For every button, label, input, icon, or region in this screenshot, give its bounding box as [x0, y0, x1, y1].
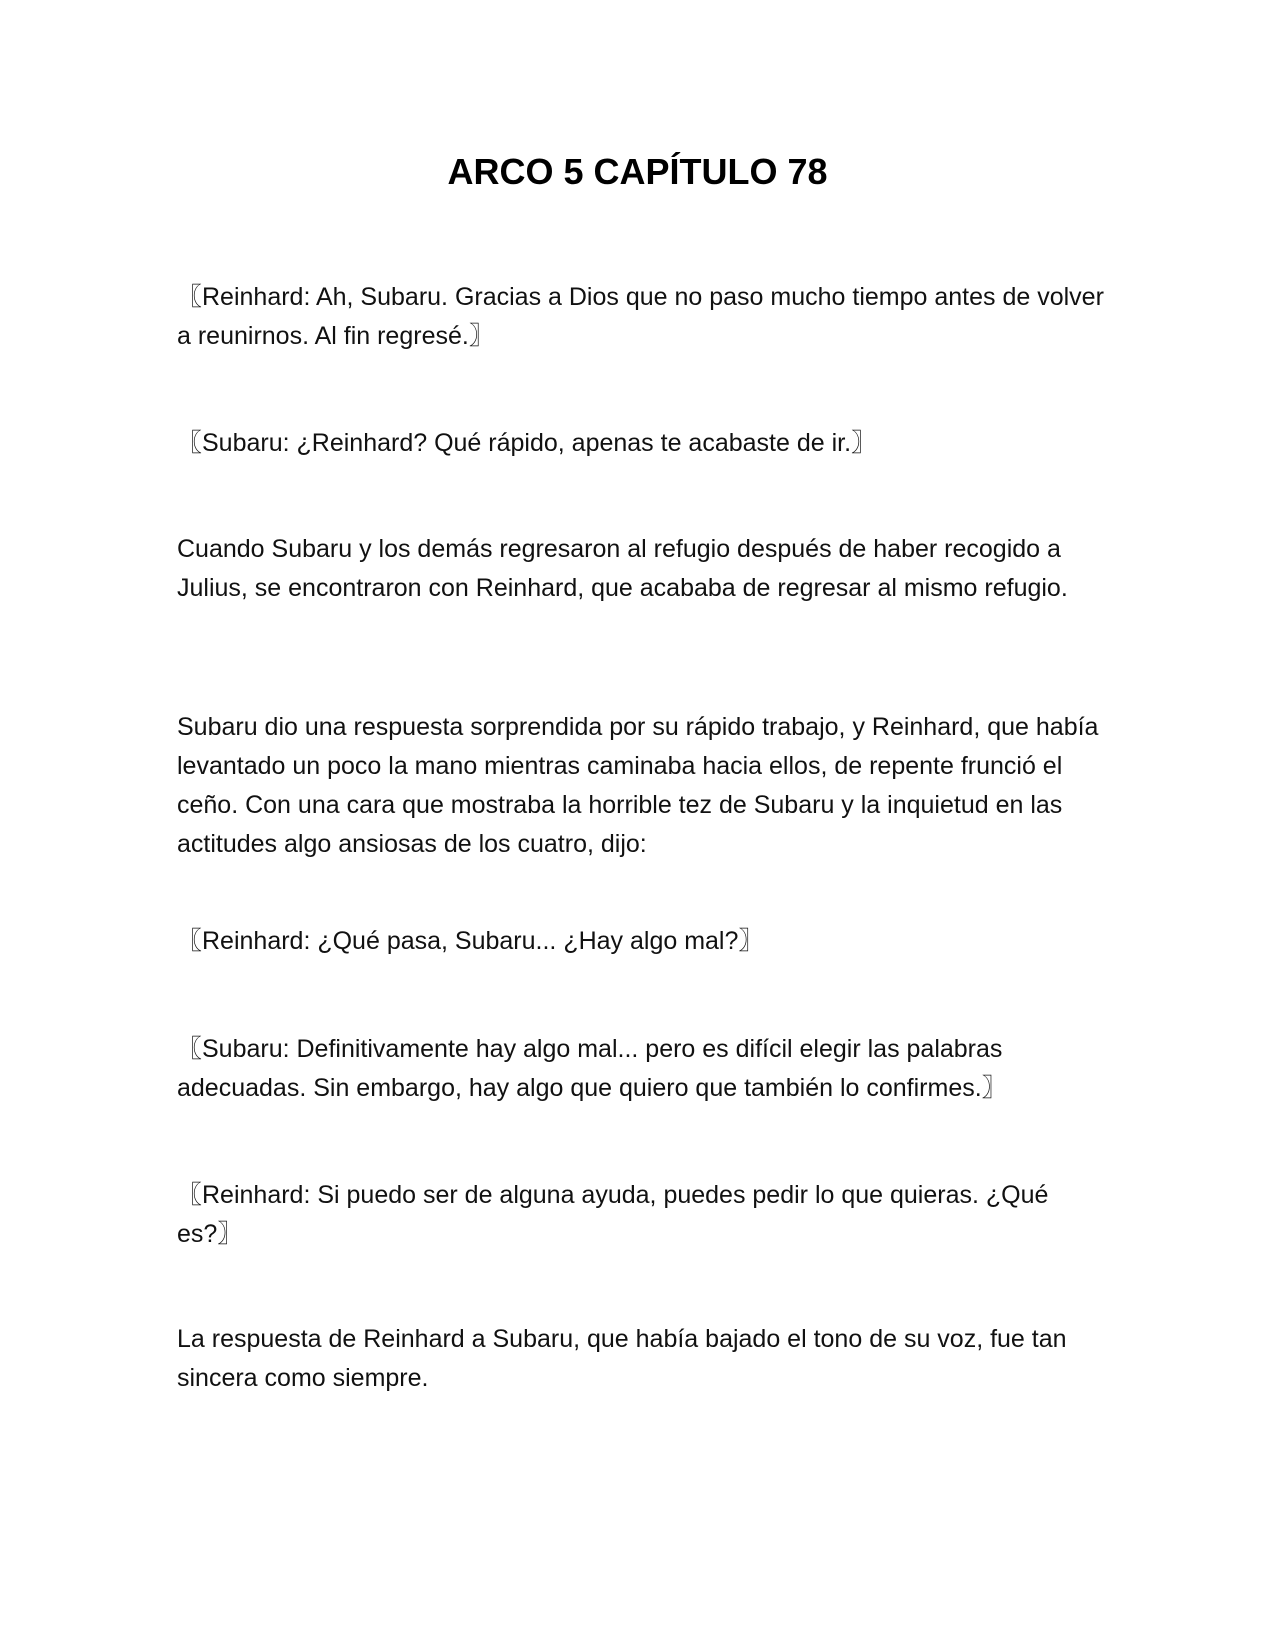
paragraph-reinhard-question: 〖Reinhard: ¿Qué pasa, Subaru... ¿Hay algo mal?〗: [177, 927, 764, 955]
paragraph-narration-sincere: La respuesta de Reinhard a Subaru, que había bajado el tono de su voz, fue tan sincera como siempre.: [177, 1325, 1067, 1392]
chapter-title: ARCO 5 CAPÍTULO 78: [447, 151, 828, 192]
paragraph-narration-response: Subaru dio una respuesta sorprendida por su rápido trabajo, y Reinhard, que había levantado un poco la mano mientras caminaba hacia ellos, de repente frunció el ceño. Con una cara que mostraba la horrible tez de Subaru y la inquietud en las actitudes algo ansiosas de los cuatro, dijo:: [177, 713, 1099, 858]
paragraph-subaru-confirm: 〖Subaru: Definitivamente hay algo mal... pero es difícil elegir las palabras adecuadas. Sin embargo, hay algo que quiero que también lo confirmes.〗: [177, 1035, 1007, 1102]
paragraph-subaru-reply: 〖Subaru: ¿Reinhard? Qué rápido, apenas te acabaste de ir.〗: [177, 429, 877, 457]
paragraph-reinhard-greeting: 〖Reinhard: Ah, Subaru. Gracias a Dios que no paso mucho tiempo antes de volver a reunirnos. Al fin regresé.〗: [177, 283, 1104, 350]
paragraph-reinhard-offer: 〖Reinhard: Si puedo ser de alguna ayuda, puedes pedir lo que quieras. ¿Qué es?〗: [177, 1181, 1049, 1248]
paragraph-narration-refugio: Cuando Subaru y los demás regresaron al refugio después de haber recogido a Julius, se encontraron con Reinhard, que acababa de regresar al mismo refugio.: [177, 535, 1068, 602]
